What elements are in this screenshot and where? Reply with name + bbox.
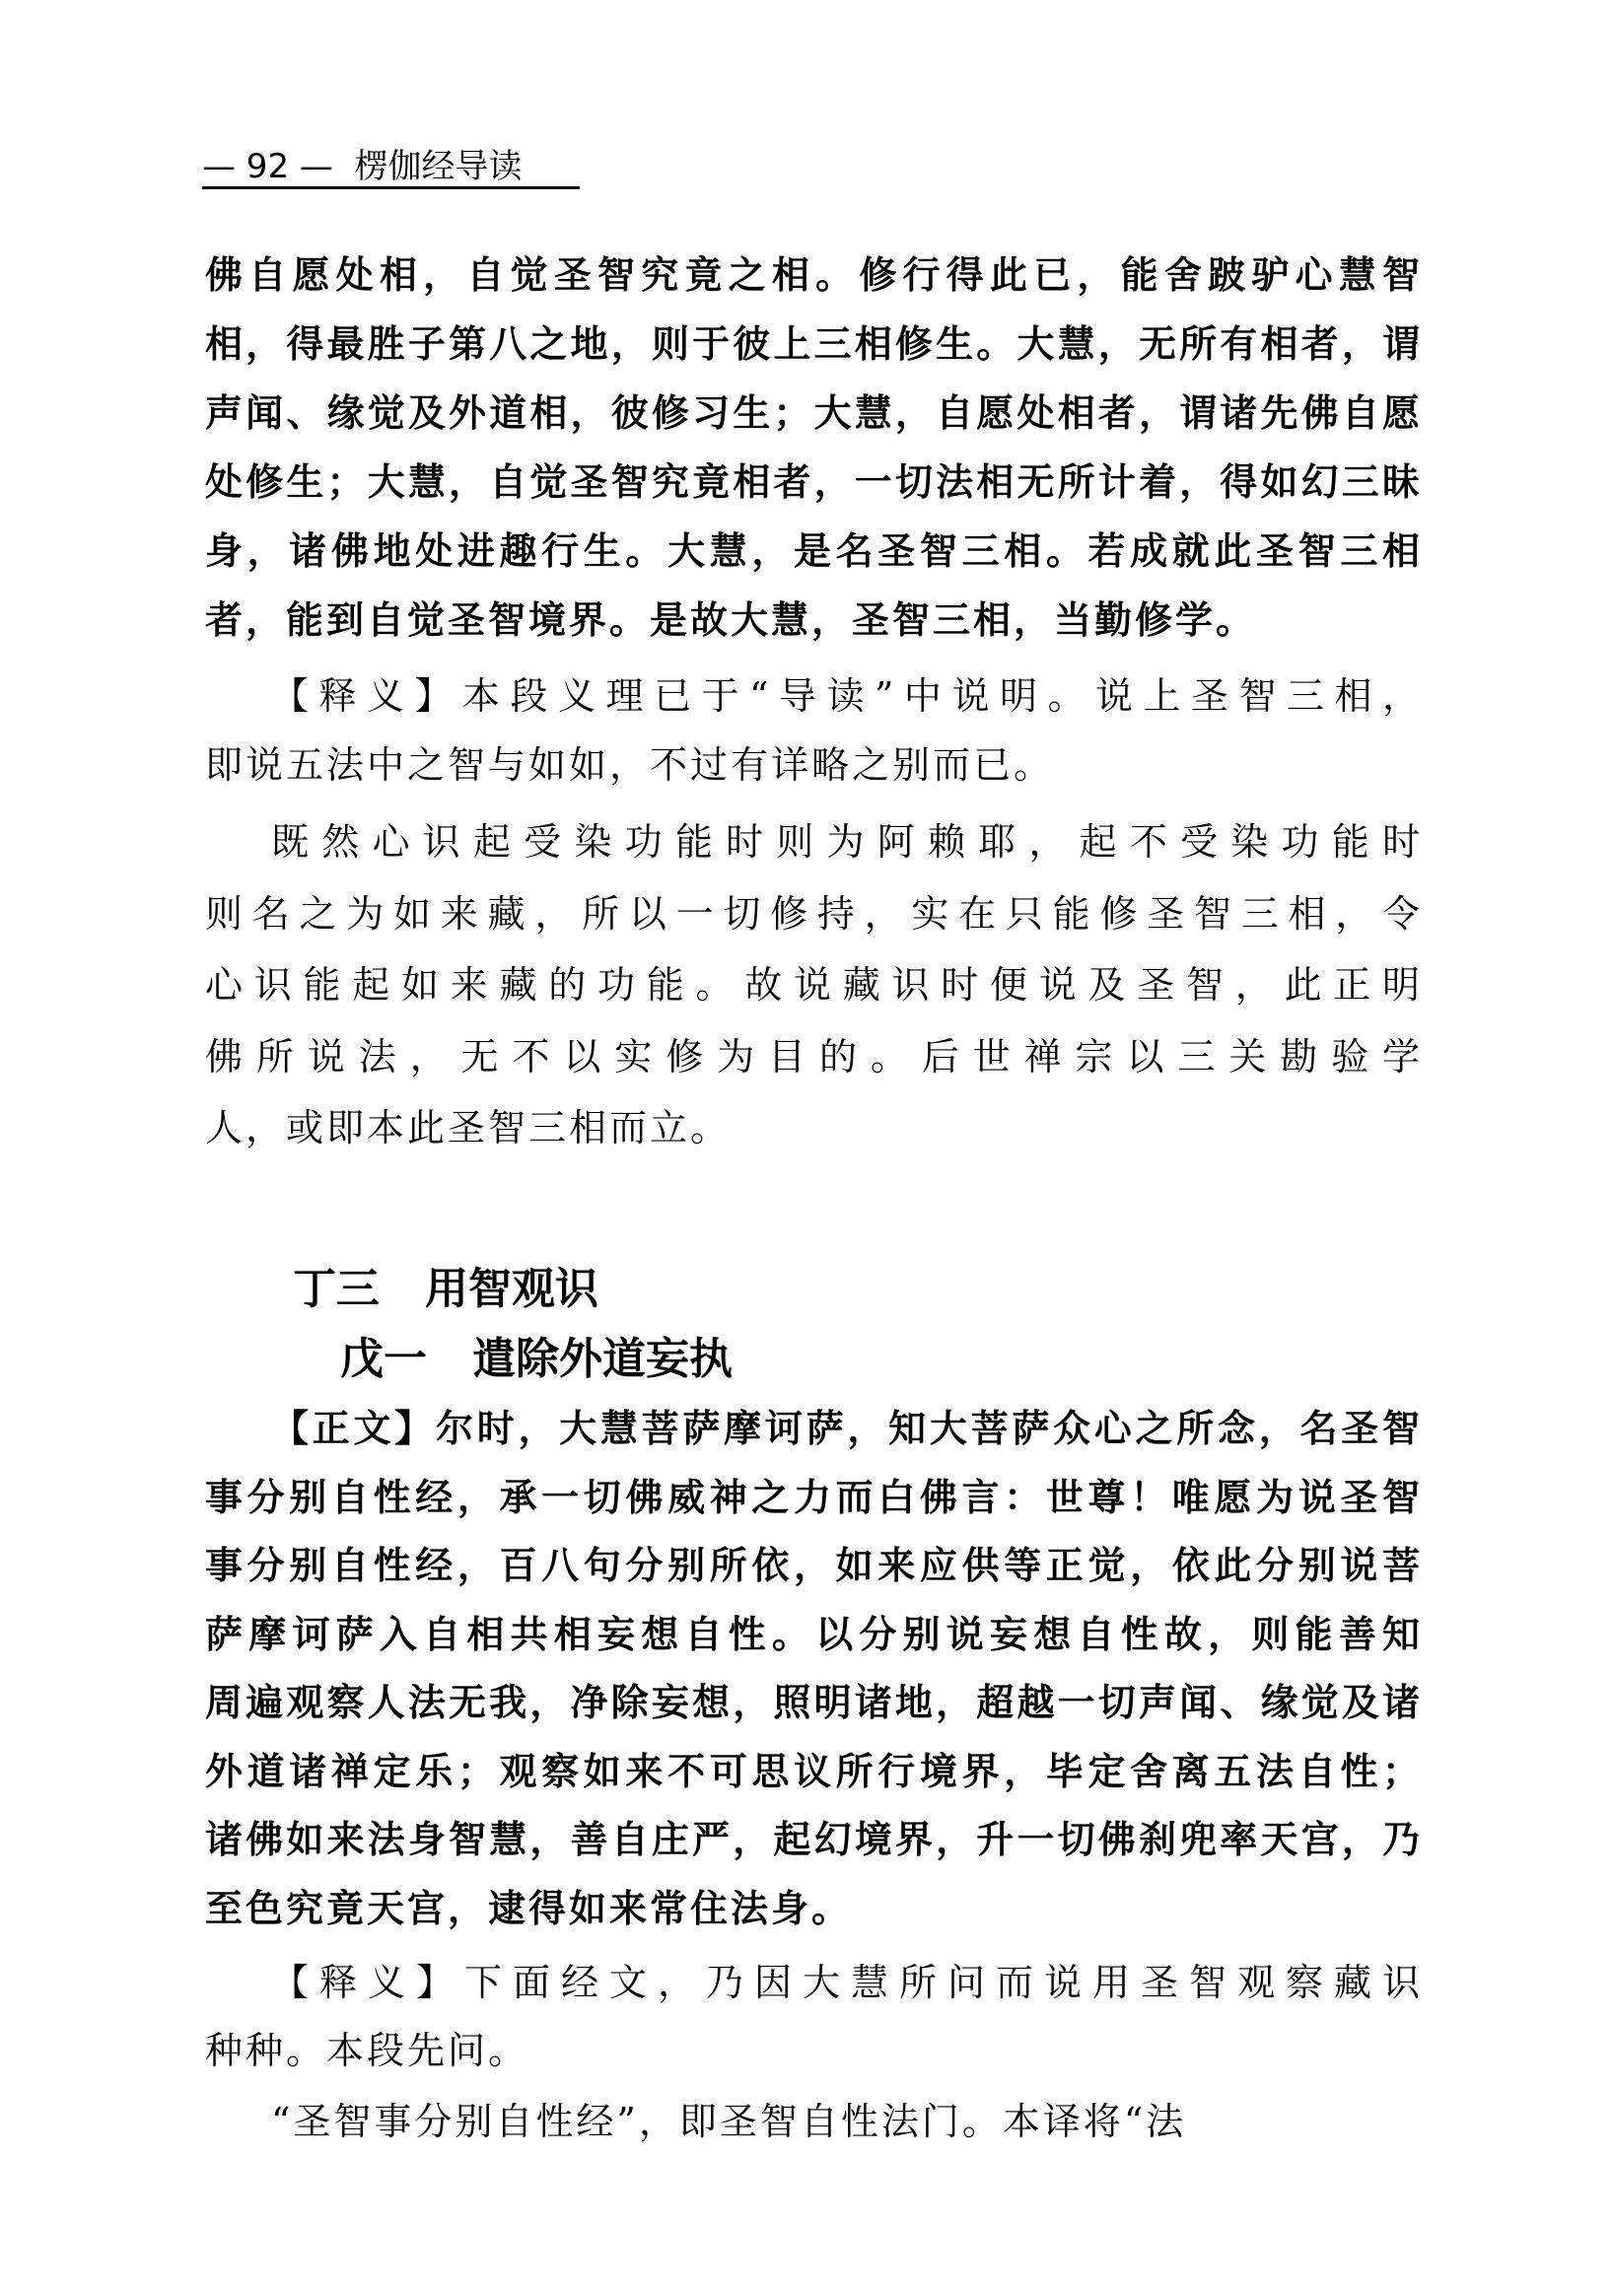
book-title: 楞伽经导读 (354, 147, 523, 186)
text-line: 即说五法中之智与如如，不过有详略之别而已。 (205, 743, 1055, 787)
commentary-paragraph (205, 2087, 1420, 2156)
running-header (202, 144, 523, 189)
text-line: 则名之为如来藏，所以一切修持，实在只能修圣智三相，令 (205, 891, 1420, 936)
section-heading-ding3 (293, 1255, 598, 1324)
text-line: 心识能起如来藏的功能。故说藏识时便说及圣智，此正明 (205, 963, 1420, 1007)
text-line: 事分别自性经，承一切佛威神之力而白佛言：世尊！唯愿为说圣智 (205, 1475, 1420, 1519)
header-rule (202, 186, 580, 189)
heading-title: 用智观识 (424, 1264, 598, 1314)
sutra-paragraph (205, 241, 1420, 655)
commentary-paragraph (205, 807, 1420, 1165)
text-line: 相，得最胜子第八之地，则于彼上三相修生。大慧，无所有相者，谓 (205, 322, 1420, 366)
text-line: “圣智事分别自性经”，即圣智自性法门。本译将“法 (271, 2100, 1187, 2143)
text-line: 处修生；大慧，自觉圣智究竟相者，一切法相无所计着，得如幻三昧 (205, 460, 1420, 504)
commentary-paragraph (205, 1948, 1420, 2084)
text-line: 既然心识起受染功能时则为阿赖耶，起不受染功能时 (271, 820, 1420, 864)
text-line: 诸佛如来法身智慧，善自庄严，起幻境界，升一切佛刹兜率天宫，乃 (205, 1818, 1420, 1861)
text-line: 【释义】本段义理已于“导读”中说明。说上圣智三相， (271, 674, 1420, 718)
text-line: 周遍观察人法无我，净除妄想，照明诸地，超越一切声闻、缘觉及诸 (205, 1681, 1420, 1724)
text-line: 萨摩诃萨入自相共相妄想自性。以分别说妄想自性故，则能善知 (205, 1612, 1420, 1656)
text-line: 种种。本段先问。 (205, 2029, 529, 2072)
text-line: 【释义】下面经文，乃因大慧所问而说用圣智观察藏识 (271, 1961, 1420, 2004)
page-number: — 92 — (202, 147, 333, 186)
text-line: 声闻、缘觉及外道相，彼修习生；大慧，自愿处相者，谓诸先佛自愿 (205, 391, 1420, 435)
text-line: 外道诸禅定乐；观察如来不可思议所行境界，毕定舍离五法自性； (205, 1749, 1420, 1793)
text-line: 人，或即本此圣智三相而立。 (205, 1106, 732, 1149)
text-line: 至色究竟天宫，逮得如来常住法身。 (205, 1886, 853, 1930)
heading-title: 遣除外道妄执 (471, 1334, 733, 1384)
section-heading-wu1 (340, 1325, 733, 1394)
commentary-paragraph (205, 661, 1420, 800)
text-line: 佛所说法，无不以实修为目的。后世禅宗以三关勘验学 (205, 1034, 1420, 1078)
text-line: 身，诸佛地处进趣行生。大慧，是名圣智三相。若成就此圣智三相 (205, 529, 1420, 573)
heading-number: 戊一 (340, 1334, 427, 1384)
text-line: 佛自愿处相，自觉圣智究竟之相。修行得此已，能舍跛驴心慧智 (205, 253, 1420, 297)
text-line: 事分别自性经，百八句分别所依，如来应供等正觉，依此分别说菩 (205, 1544, 1420, 1587)
text-line: 者，能到自觉圣智境界。是故大慧，圣智三相，当勤修学。 (205, 598, 1257, 642)
heading-number: 丁三 (293, 1264, 380, 1314)
text-line: 【正文】尔时，大慧菩萨摩诃萨，知大菩萨众心之所念，名圣智 (271, 1407, 1420, 1450)
sutra-paragraph (205, 1394, 1420, 1942)
